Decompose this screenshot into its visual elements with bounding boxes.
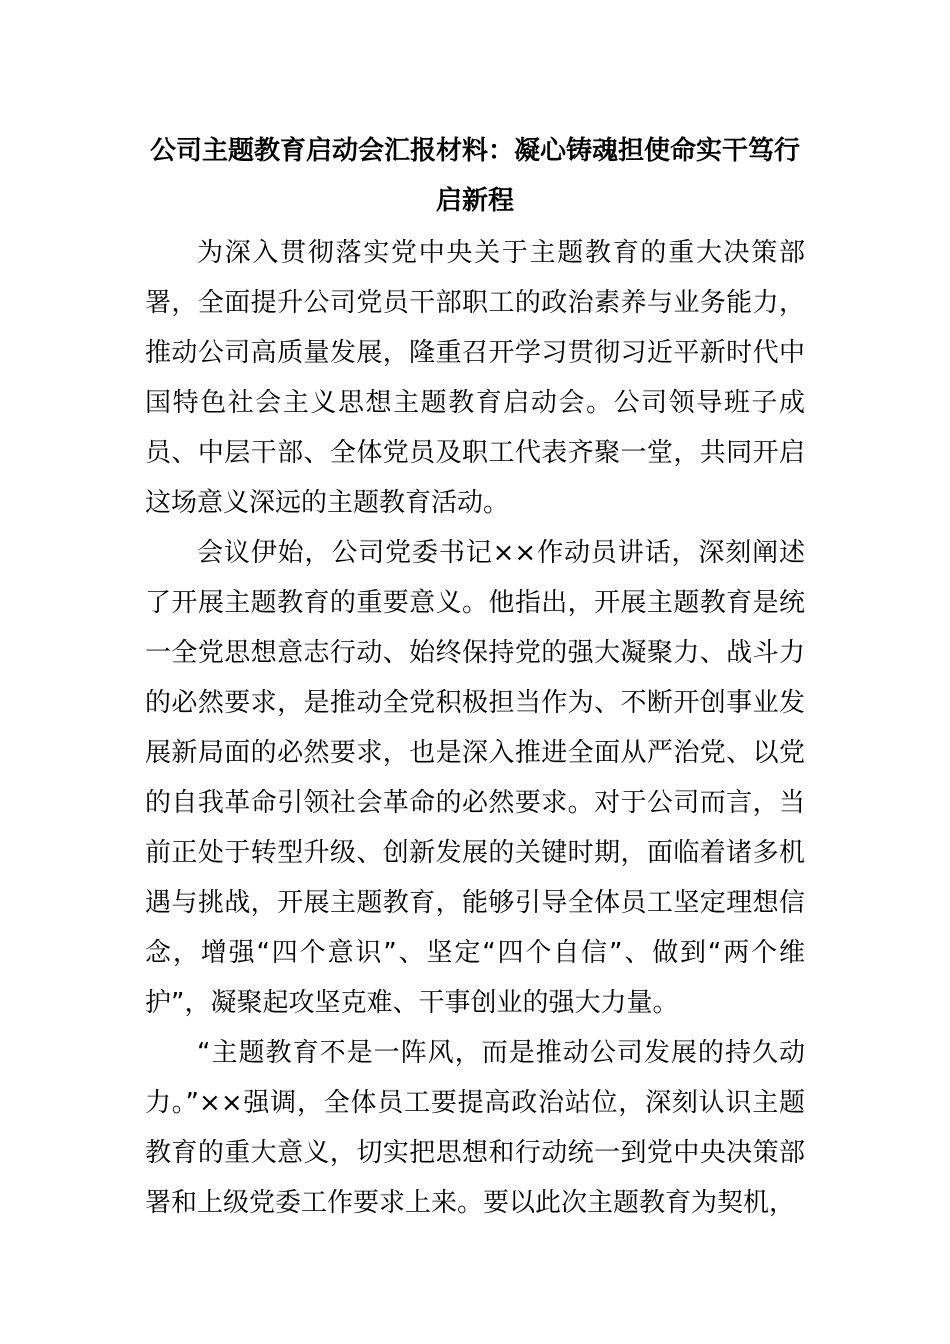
document-body: [145, 228, 805, 1228]
paragraph-speech: 会议伊始，公司党委书记××作动员讲话，深刻阐述了开展主题教育的重要意义。他指出，开展主题教育是统一全党思想意志行动、始终保持党的强大凝聚力、战斗力的必然要求，是推动全党积极担当作为、不断开创事业发展新局面的必然要求，也是深入推进全面从严治党、以党的自我革命引领社会革命的必然要求。对于公司而言，当前正处于转型升级、创新发展的关键时期，面临着诸多机遇与挑战，开展主题教育，能够引导全体员工坚定理想信念，增强“四个意识”、坚定“四个自信”、做到“两个维护”，凝聚起攻坚克难、干事创业的强大力量。: [145, 538, 805, 1018]
document-title: 公司主题教育启动会汇报材料：凝心铸魂担使命实干笃行启新程: [149, 136, 800, 216]
paragraph-intro: 为深入贯彻落实党中央关于主题教育的重大决策部署，全面提升公司党员干部职工的政治素养与业务能力，推动公司高质量发展，隆重召开学习贯彻习近平新时代中国特色社会主义思想主题教育启动会。公司领导班子成员、中层干部、全体党员及职工代表齐聚一堂，共同开启这场意义深远的主题教育活动。: [145, 238, 805, 518]
paragraph-emphasis: “主题教育不是一阵风，而是推动公司发展的持久动力。”××强调，全体员工要提高政治站位，深刻认识主题教育的重大意义，切实把思想和行动统一到党中央决策部署和上级党委工作要求上来。要以此次主题教育为契机，: [145, 1038, 805, 1218]
